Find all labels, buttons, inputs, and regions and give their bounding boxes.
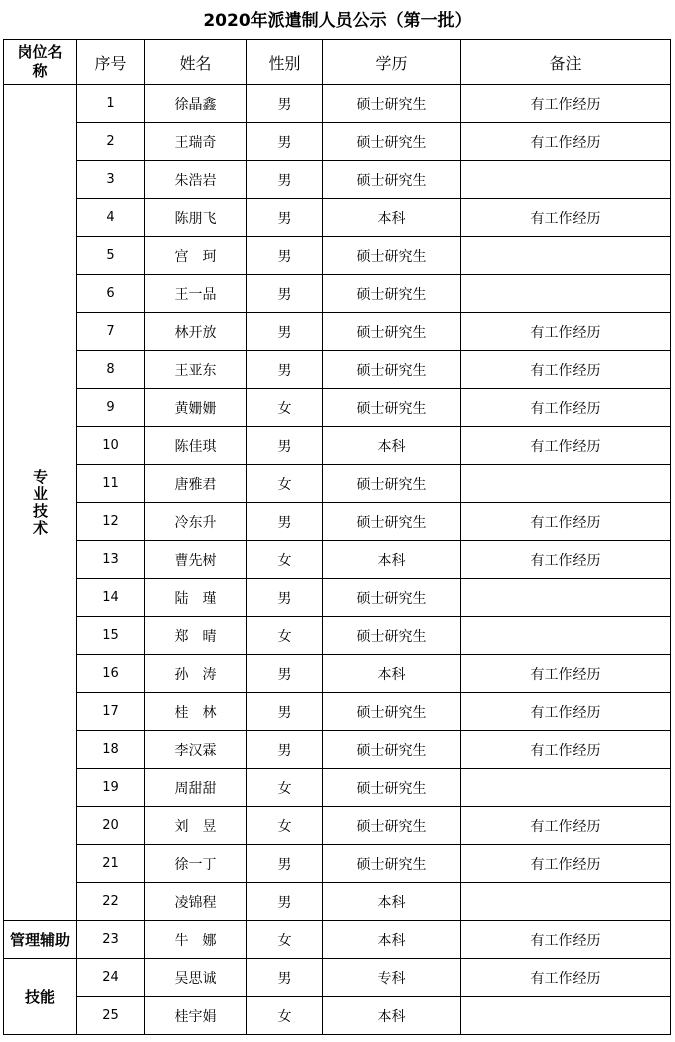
person-education: 硕士研究生 <box>323 85 461 123</box>
row-number: 7 <box>77 313 145 351</box>
person-education: 本科 <box>323 655 461 693</box>
row-number: 22 <box>77 883 145 921</box>
header-remark: 备注 <box>461 40 671 85</box>
person-gender: 男 <box>247 579 323 617</box>
row-number: 15 <box>77 617 145 655</box>
person-remark <box>461 465 671 503</box>
person-remark: 有工作经历 <box>461 85 671 123</box>
person-remark <box>461 997 671 1035</box>
person-remark: 有工作经历 <box>461 845 671 883</box>
position-category: 专业技术 <box>4 85 77 921</box>
header-education: 学历 <box>323 40 461 85</box>
person-education: 硕士研究生 <box>323 503 461 541</box>
row-number: 6 <box>77 275 145 313</box>
person-gender: 男 <box>247 959 323 997</box>
person-education: 硕士研究生 <box>323 313 461 351</box>
row-number: 25 <box>77 997 145 1035</box>
person-education: 本科 <box>323 199 461 237</box>
person-gender: 女 <box>247 541 323 579</box>
person-name: 朱浩岩 <box>145 161 247 199</box>
person-education: 硕士研究生 <box>323 845 461 883</box>
person-gender: 男 <box>247 427 323 465</box>
table-row <box>4 921 671 959</box>
person-name: 陆 瑾 <box>145 579 247 617</box>
person-gender: 女 <box>247 997 323 1035</box>
table-row <box>4 617 671 655</box>
person-education: 硕士研究生 <box>323 769 461 807</box>
person-education: 硕士研究生 <box>323 579 461 617</box>
row-number: 12 <box>77 503 145 541</box>
person-name: 孙 涛 <box>145 655 247 693</box>
row-number: 9 <box>77 389 145 427</box>
person-gender: 男 <box>247 161 323 199</box>
person-name: 李汉霖 <box>145 731 247 769</box>
person-education: 专科 <box>323 959 461 997</box>
row-number: 11 <box>77 465 145 503</box>
person-name: 凌锦程 <box>145 883 247 921</box>
table-row <box>4 237 671 275</box>
person-remark: 有工作经历 <box>461 389 671 427</box>
row-number: 8 <box>77 351 145 389</box>
table-row <box>4 123 671 161</box>
person-education: 硕士研究生 <box>323 807 461 845</box>
row-number: 1 <box>77 85 145 123</box>
person-name: 宫 珂 <box>145 237 247 275</box>
row-number: 18 <box>77 731 145 769</box>
table-row <box>4 199 671 237</box>
person-remark: 有工作经历 <box>461 503 671 541</box>
person-name: 唐雅君 <box>145 465 247 503</box>
person-name: 黄姗姗 <box>145 389 247 427</box>
person-name: 吴思诚 <box>145 959 247 997</box>
table-row <box>4 807 671 845</box>
person-name: 陈朋飞 <box>145 199 247 237</box>
person-gender: 女 <box>247 617 323 655</box>
table-row <box>4 465 671 503</box>
person-education: 本科 <box>323 921 461 959</box>
person-remark: 有工作经历 <box>461 655 671 693</box>
row-number: 24 <box>77 959 145 997</box>
person-remark: 有工作经历 <box>461 693 671 731</box>
row-number: 3 <box>77 161 145 199</box>
person-education: 硕士研究生 <box>323 237 461 275</box>
person-name: 王亚东 <box>145 351 247 389</box>
table-row <box>4 503 671 541</box>
position-category: 管理辅助 <box>4 921 77 959</box>
row-number: 17 <box>77 693 145 731</box>
person-remark <box>461 161 671 199</box>
row-number: 20 <box>77 807 145 845</box>
person-education: 硕士研究生 <box>323 123 461 161</box>
table-row <box>4 427 671 465</box>
person-remark: 有工作经历 <box>461 351 671 389</box>
table-row <box>4 845 671 883</box>
person-gender: 女 <box>247 769 323 807</box>
row-number: 5 <box>77 237 145 275</box>
person-education: 硕士研究生 <box>323 693 461 731</box>
person-remark <box>461 579 671 617</box>
person-gender: 女 <box>247 921 323 959</box>
header-position: 岗位名称 <box>4 40 77 85</box>
header-no: 序号 <box>77 40 145 85</box>
table-row <box>4 883 671 921</box>
person-gender: 男 <box>247 123 323 161</box>
person-gender: 女 <box>247 807 323 845</box>
person-gender: 男 <box>247 237 323 275</box>
row-number: 19 <box>77 769 145 807</box>
person-remark <box>461 275 671 313</box>
person-remark: 有工作经历 <box>461 807 671 845</box>
header-row <box>4 40 671 85</box>
person-education: 本科 <box>323 427 461 465</box>
person-remark <box>461 617 671 655</box>
person-remark <box>461 883 671 921</box>
person-remark: 有工作经历 <box>461 427 671 465</box>
person-remark: 有工作经历 <box>461 731 671 769</box>
person-gender: 男 <box>247 503 323 541</box>
person-gender: 男 <box>247 693 323 731</box>
person-gender: 男 <box>247 351 323 389</box>
header-gender: 性别 <box>247 40 323 85</box>
table-row <box>4 313 671 351</box>
table-row <box>4 161 671 199</box>
person-gender: 男 <box>247 655 323 693</box>
person-remark: 有工作经历 <box>461 123 671 161</box>
person-name: 王瑞奇 <box>145 123 247 161</box>
personnel-table <box>3 39 671 1035</box>
person-name: 陈佳琪 <box>145 427 247 465</box>
person-remark: 有工作经历 <box>461 313 671 351</box>
person-education: 硕士研究生 <box>323 161 461 199</box>
person-remark: 有工作经历 <box>461 541 671 579</box>
person-gender: 男 <box>247 731 323 769</box>
person-name: 周甜甜 <box>145 769 247 807</box>
table-row <box>4 541 671 579</box>
person-remark: 有工作经历 <box>461 199 671 237</box>
person-education: 本科 <box>323 541 461 579</box>
person-gender: 男 <box>247 883 323 921</box>
person-gender: 男 <box>247 845 323 883</box>
person-name: 桂宇娟 <box>145 997 247 1035</box>
header-name: 姓名 <box>145 40 247 85</box>
position-category: 技能 <box>4 959 77 1035</box>
person-name: 徐晶鑫 <box>145 85 247 123</box>
page-title: 2020年派遣制人员公示（第一批） <box>203 11 472 31</box>
person-education: 硕士研究生 <box>323 389 461 427</box>
table-row <box>4 389 671 427</box>
table-row <box>4 579 671 617</box>
person-gender: 女 <box>247 389 323 427</box>
person-gender: 男 <box>247 85 323 123</box>
table-body <box>4 85 671 1035</box>
table-row <box>4 731 671 769</box>
person-education: 硕士研究生 <box>323 275 461 313</box>
person-name: 桂 林 <box>145 693 247 731</box>
row-number: 23 <box>77 921 145 959</box>
person-name: 林开放 <box>145 313 247 351</box>
person-remark <box>461 237 671 275</box>
person-education: 硕士研究生 <box>323 465 461 503</box>
table-row <box>4 351 671 389</box>
person-remark: 有工作经历 <box>461 959 671 997</box>
person-education: 本科 <box>323 997 461 1035</box>
person-remark: 有工作经历 <box>461 921 671 959</box>
table-row <box>4 997 671 1035</box>
person-name: 冷东升 <box>145 503 247 541</box>
row-number: 21 <box>77 845 145 883</box>
person-gender: 男 <box>247 275 323 313</box>
person-education: 硕士研究生 <box>323 731 461 769</box>
person-name: 刘 昱 <box>145 807 247 845</box>
person-education: 本科 <box>323 883 461 921</box>
row-number: 16 <box>77 655 145 693</box>
person-name: 牛 娜 <box>145 921 247 959</box>
person-name: 王一品 <box>145 275 247 313</box>
table-row <box>4 959 671 997</box>
row-number: 2 <box>77 123 145 161</box>
person-remark <box>461 769 671 807</box>
table-row <box>4 769 671 807</box>
table-row <box>4 655 671 693</box>
row-number: 10 <box>77 427 145 465</box>
row-number: 4 <box>77 199 145 237</box>
person-gender: 男 <box>247 313 323 351</box>
person-gender: 女 <box>247 465 323 503</box>
person-name: 郑 晴 <box>145 617 247 655</box>
person-name: 徐一丁 <box>145 845 247 883</box>
person-education: 硕士研究生 <box>323 351 461 389</box>
table-row <box>4 85 671 123</box>
row-number: 13 <box>77 541 145 579</box>
table-row <box>4 275 671 313</box>
row-number: 14 <box>77 579 145 617</box>
person-education: 硕士研究生 <box>323 617 461 655</box>
table-row <box>4 693 671 731</box>
person-gender: 男 <box>247 199 323 237</box>
person-name: 曹先树 <box>145 541 247 579</box>
